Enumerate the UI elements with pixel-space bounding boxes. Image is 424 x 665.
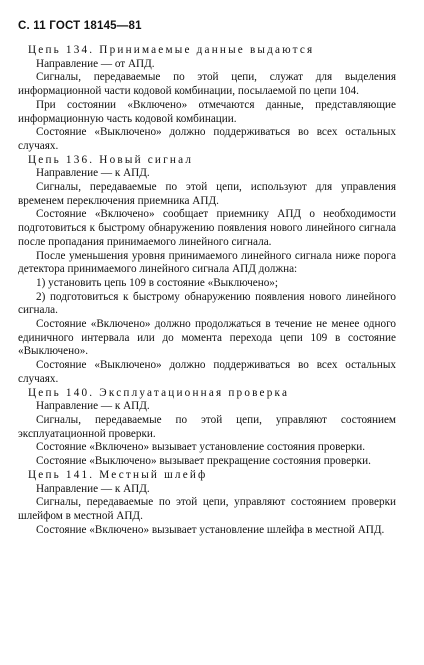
page-header: С. 11 ГОСТ 18145—81 bbox=[18, 20, 142, 32]
paragraph: 2) подготовиться к быстрому обнаружению появления нового линейного сигнала. bbox=[18, 290, 396, 317]
paragraph: Состояние «Включено» вызывает установление состояния проверки. bbox=[36, 441, 366, 454]
paragraph: При состоянии «Включено» отмечаются данные, представляющие информационную часть кодовой комбинации. bbox=[18, 98, 396, 125]
document-page bbox=[18, 20, 396, 537]
chain-direction: Направление — от АПД. bbox=[36, 57, 155, 70]
paragraph: Сигналы, передаваемые по этой цепи, служат для выделения информационной части кодовой комбинации, посылаемой по цепи 104. bbox=[18, 71, 396, 98]
paragraph: Состояние «Включено» вызывает установление шлейфа в местной АПД. bbox=[36, 523, 385, 536]
chain-direction: Направление — к АПД. bbox=[36, 482, 150, 495]
chain-section bbox=[18, 44, 396, 154]
paragraph: После уменьшения уровня принимаемого линейного сигнала ниже порога детектора принимаемого линейного сигнала АПД должна: bbox=[18, 249, 396, 276]
chain-section bbox=[18, 387, 396, 469]
document-body bbox=[18, 44, 396, 537]
chain-title: Цепь 134. Принимаемые данные выдаются bbox=[28, 44, 315, 56]
paragraph: Сигналы, передаваемые по этой цепи, используют для управления временем переключения приемника АПД. bbox=[18, 181, 396, 207]
paragraph: Состояние «Выключено» должно поддерживаться во всех остальных случаях. bbox=[18, 359, 396, 385]
chain-section bbox=[18, 154, 396, 387]
paragraph: Сигналы, передаваемые по этой цепи, управляют состоянием эксплуатационной проверки. bbox=[18, 413, 396, 440]
chain-section bbox=[18, 469, 396, 538]
paragraph: Состояние «Выключено» вызывает прекращение состояния проверки. bbox=[36, 455, 371, 468]
chain-direction: Направление — к АПД. bbox=[36, 400, 150, 413]
paragraph: Состояние «Включено» сообщает приемнику АПД о необходимости подготовиться к быстрому обнаружению появления нового линейного сигнала после пропадания принимаемого линейного сигнала. bbox=[18, 208, 396, 248]
chain-title: Цепь 136. Новый сигнал bbox=[28, 153, 194, 166]
paragraph: 1) установить цепь 109 в состояние «Выключено»; bbox=[36, 276, 279, 289]
chain-direction: Направление — к АПД. bbox=[36, 167, 150, 180]
paragraph: Состояние «Включено» должно продолжаться в течение не менее одного единичного интервала или до момента перехода цепи 109 в состояние «Выключено». bbox=[18, 318, 396, 358]
paragraph: Состояние «Выключено» должно поддерживаться во всех остальных случаях. bbox=[18, 126, 396, 152]
chain-title: Цепь 141. Местный шлейф bbox=[28, 468, 208, 481]
chain-title: Цепь 140. Эксплуатационная проверка bbox=[28, 386, 290, 399]
paragraph: Сигналы, передаваемые по этой цепи, управляют состоянием проверки шлейфом в местной АПД. bbox=[18, 496, 396, 522]
